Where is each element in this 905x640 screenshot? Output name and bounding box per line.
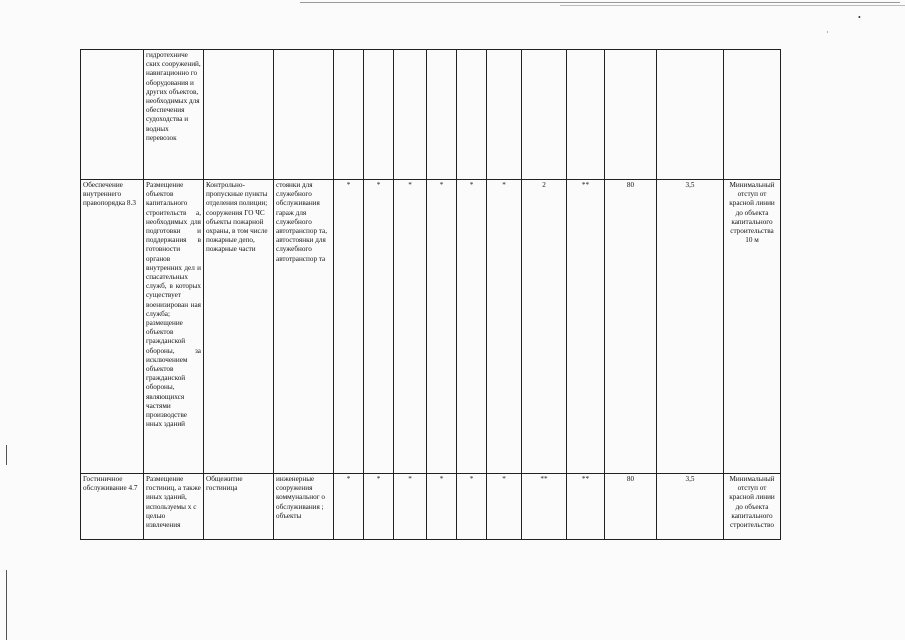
- param-cell: *: [364, 474, 394, 540]
- note-cell: Минимальный отступ от красной линии до объекта капитального строительства 10 м: [724, 180, 781, 474]
- main-uses-cell: Общежитие гостиница: [204, 474, 274, 540]
- scan-speck: ·: [826, 28, 829, 37]
- param-cell: *: [427, 180, 457, 474]
- note-cell: Минимальный отступ от красной линии до объекта капитального строительство: [724, 474, 781, 540]
- use-name-cell: [81, 50, 144, 180]
- table-row: [81, 474, 781, 540]
- param-cell: 3,5: [657, 180, 724, 474]
- param-cell: 2: [522, 180, 567, 474]
- note-cell: [724, 50, 781, 180]
- use-description-cell: гидротехниче ских сооружений, навигационно го оборудования и других объектов, необходимых для обеспечения судоходства и водных перевозок: [144, 50, 204, 180]
- table-row: [81, 50, 781, 180]
- param-cell: [364, 50, 394, 180]
- use-name-cell: Обеспечение внутреннего правопорядка 8.3: [81, 180, 144, 474]
- param-cell: [487, 50, 522, 180]
- land-use-table: [80, 49, 781, 540]
- use-name-cell: Гостиничное обслуживание 4.7: [81, 474, 144, 540]
- auxiliary-uses-cell: инженерные сооружения коммунальног о обслуживания ; объекты: [274, 474, 334, 540]
- param-cell: 3,5: [657, 474, 724, 540]
- param-cell: [567, 50, 605, 180]
- param-cell: [394, 50, 427, 180]
- param-cell: **: [567, 474, 605, 540]
- param-cell: [457, 50, 487, 180]
- use-description-cell: Размещение гостиниц, а также иных зданий, используемы х с целью извлечения: [144, 474, 204, 540]
- param-cell: *: [334, 474, 364, 540]
- param-cell: [427, 50, 457, 180]
- auxiliary-uses-cell: [274, 50, 334, 180]
- param-cell: *: [427, 474, 457, 540]
- auxiliary-uses-cell: стоянки для служебного обслуживания гараж для служебного автотранспор та, автостоянки для служебного автотранспор та: [274, 180, 334, 474]
- param-cell: *: [457, 474, 487, 540]
- param-cell: *: [487, 474, 522, 540]
- param-cell: *: [457, 180, 487, 474]
- scan-speck: •: [858, 13, 861, 22]
- scan-edge-line: [560, 5, 905, 6]
- param-cell: *: [394, 180, 427, 474]
- param-cell: [605, 50, 657, 180]
- param-cell: [522, 50, 567, 180]
- param-cell: 80: [605, 474, 657, 540]
- scan-edge-line: [6, 445, 7, 465]
- main-uses-cell: Контрольно-пропускные пункты отделения полиции; сооружения ГО ЧС объекты пожарной охраны, в том числе пожарные депо, пожарные части: [204, 180, 274, 474]
- param-cell: **: [567, 180, 605, 474]
- param-cell: *: [487, 180, 522, 474]
- param-cell: *: [364, 180, 394, 474]
- param-cell: *: [334, 180, 364, 474]
- use-description-cell: Размещение объектов капитального строительств а, необходимых для подготовки и поддержания в готовности органов внутренних дел и спасательных служб, в которых существует военизирован ная служба; размещение объектов гражданской обороны, за исключением объектов гражданской обороны, являющихся частями производстве нных зданий: [144, 180, 204, 474]
- param-cell: **: [522, 474, 567, 540]
- param-cell: [657, 50, 724, 180]
- param-cell: 80: [605, 180, 657, 474]
- main-uses-cell: [204, 50, 274, 180]
- scan-edge-line: [300, 2, 900, 3]
- scan-edge-line: [6, 570, 7, 640]
- table-row: [81, 180, 781, 474]
- param-cell: *: [394, 474, 427, 540]
- param-cell: [334, 50, 364, 180]
